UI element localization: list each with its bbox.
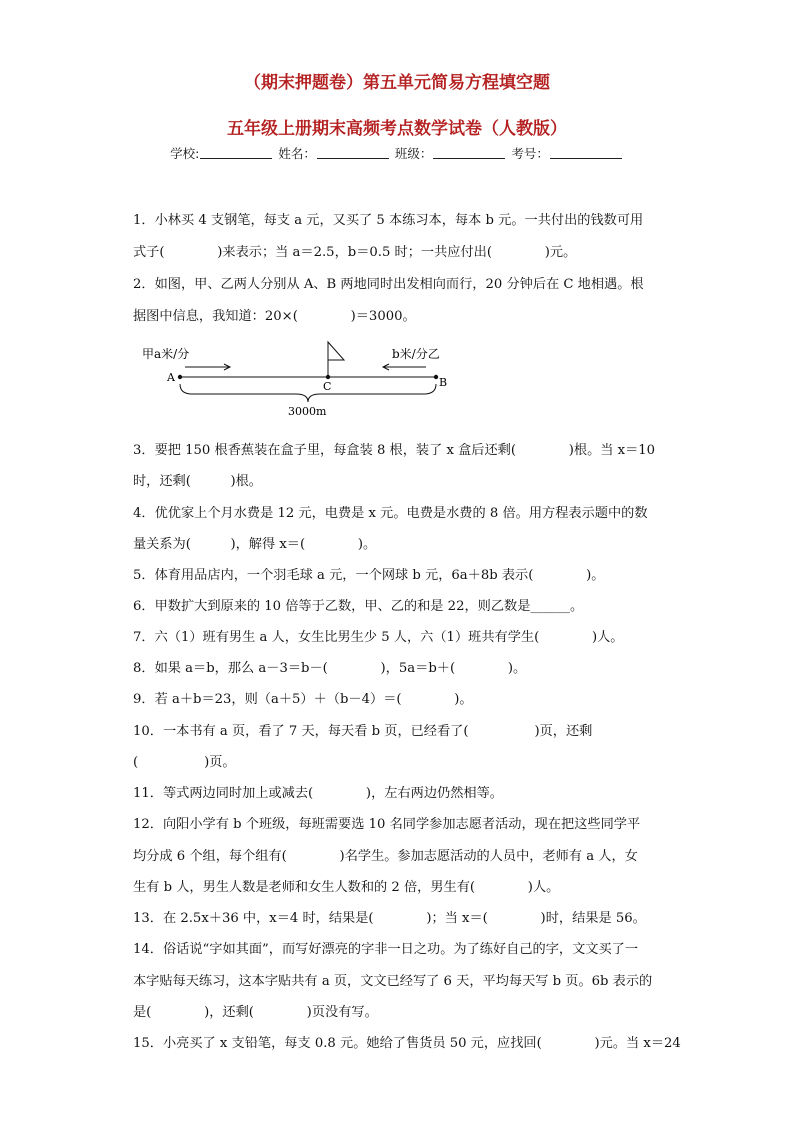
question-line: 9．若 a＋b＝23，则（a＋5）＋（b－4）＝( )。	[133, 692, 473, 707]
student-info-line	[0, 144, 794, 162]
point-a-dot	[178, 375, 182, 379]
flag-icon	[328, 342, 344, 360]
point-c-label: C	[323, 380, 332, 393]
distance-brace	[180, 384, 436, 402]
point-a-label: A	[167, 371, 175, 384]
question-line: 时，还剩( )根。	[133, 474, 262, 489]
question-line: 5．体育用品店内，一个羽毛球 a 元，一个网球 b 元，6a＋8b 表示( )。	[133, 568, 605, 583]
question-line: 生有 b 人，男生人数是老师和女生人数和的 2 倍，男生有( )人。	[133, 880, 560, 895]
question-line: 7．六（1）班有男生 a 人，女生比男生少 5 人，六（1）班共有学生( )人。	[133, 630, 624, 645]
question-line: 是( )，还剩( )页没有写。	[133, 1005, 378, 1020]
page-title: （期末押题卷）第五单元简易方程填空题	[244, 73, 550, 93]
question-line: 式子( )来表示；当 a＝2.5，b＝0.5 时；一共应付出( )元。	[133, 245, 577, 260]
school-label: 学校:	[170, 146, 200, 161]
point-b-label: B	[439, 376, 448, 389]
question-line: 11．等式两边同时加上或减去( )，左右两边仍然相等。	[133, 786, 503, 801]
page-subtitle: 五年级上册期末高频考点数学试卷（人教版）	[227, 119, 567, 139]
speed-label-right: b米/分乙	[392, 347, 440, 361]
school-blank[interactable]	[200, 146, 272, 159]
question-line: ( )页。	[133, 755, 236, 770]
question-line: 13．在 2.5x＋36 中，x＝4 时，结果是( )；当 x＝( )时，结果是 56。	[133, 911, 646, 926]
question-line: 12．向阳小学有 b 个班级，每班需要选 10 名同学参加志愿者活动，现在把这些同学平	[133, 817, 641, 832]
speed-label-left: 甲a米/分	[142, 347, 190, 361]
name-label: 姓名：	[278, 146, 316, 161]
meeting-diagram	[130, 338, 470, 418]
exam-no-blank[interactable]	[550, 146, 622, 159]
point-b-dot	[434, 375, 438, 379]
exam-no-label: 考号：	[511, 146, 549, 161]
question-line: 本字贴每天练习，这本字贴共有 a 页，文文已经写了 6 天，平均每天写 b 页。6b 表示的	[133, 974, 653, 989]
question-line: 均分成 6 个组，每个组有( )名学生。参加志愿活动的人员中，老师有 a 人，女	[133, 849, 638, 864]
class-blank[interactable]	[433, 146, 505, 159]
name-blank[interactable]	[317, 146, 389, 159]
question-line: 10．一本书有 a 页，看了 7 天，每天看 b 页，已经看了( )页，还剩	[133, 724, 593, 739]
question-line: 15．小亮买了 x 支铅笔，每支 0.8 元。她给了售货员 50 元，应找回( )元。当 x＝24	[133, 1036, 681, 1051]
question-line: 3．要把 150 根香蕉装在盒子里，每盒装 8 根，装了 x 盒后还剩( )根。当 x＝10	[133, 443, 656, 458]
question-line: 据图中信息，我知道：20×( )＝3000。	[133, 309, 416, 324]
distance-label: 3000m	[288, 405, 327, 418]
question-line: 1．小林买 4 支钢笔，每支 a 元，又买了 5 本练习本，每本 b 元。一共付出的钱数可用	[133, 213, 644, 228]
question-line: 8．如果 a＝b，那么 a－3＝b－( )，5a＝b＋( )。	[133, 661, 527, 676]
class-label: 班级：	[394, 146, 433, 161]
question-line: 量关系为( )，解得 x＝( )。	[133, 537, 377, 552]
question-line: 4．优优家上个月水费是 12 元，电费是 x 元。电费是水费的 8 倍。用方程表示题中的数	[133, 506, 648, 521]
question-line: 6．甲数扩大到原来的 10 倍等于乙数，甲、乙的和是 22，则乙数是______。	[133, 599, 584, 614]
question-line: 2．如图，甲、乙两人分别从 A、B 两地同时出发相向而行，20 分钟后在 C 地相遇。根	[133, 277, 644, 292]
question-line: 14．俗话说“字如其面”，而写好漂亮的字非一日之功。为了练好自己的字，文文买了一	[133, 942, 639, 957]
